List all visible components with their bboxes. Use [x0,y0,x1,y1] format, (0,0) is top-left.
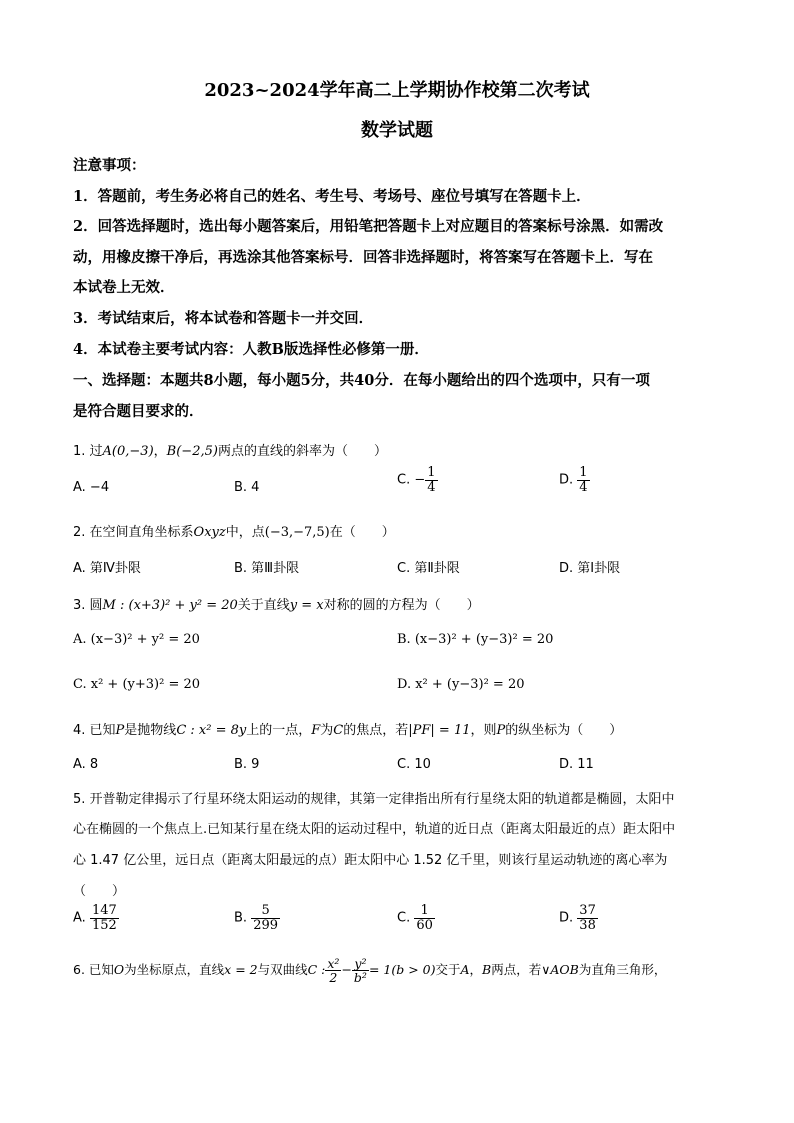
section-1-line-2: 是符合题目要求的． [73,403,204,420]
q2-option-b: B. 第Ⅲ卦限 [234,561,300,576]
q4-option-a: A. 8 [73,757,99,772]
q2-option-d: D. 第Ⅰ卦限 [559,561,621,576]
section-1-line-1: 一、选择题：本题共8小题，每小题5分，共40分．在每小题给出的四个选项中，只有一项 [73,372,650,389]
note-3: 3．考试结束后，将本试卷和答题卡一并交回． [73,310,374,327]
notes-heading: 注意事项： [73,157,146,174]
q1-option-b: B. 4 [234,480,260,495]
q2-option-a: A. 第Ⅳ卦限 [73,561,141,576]
question-2: 2. 在空间直角坐标系Oxyz中，点(−3,−7,5)在（ ） [73,525,395,540]
q3-option-c: C. x² + (y+3)² = 20 [73,677,201,692]
q3-option-b: B. (x−3)² + (y−3)² = 20 [397,632,554,647]
exam-title: 2023~2024学年高二上学期协作校第二次考试 [204,80,590,101]
q4-option-c: C. 10 [397,757,431,772]
question-5-line-1: 5. 开普勒定律揭示了行星环绕太阳运动的规律，其第一定律指出所有行星绕太阳的轨道都是椭圆，太阳中 [73,792,675,807]
question-5-line-3: 心 1.47 亿公里，远日点（距离太阳最远的点）距太阳中心 1.52 亿千里，则该行星运动轨迹的离心率为 [73,853,668,868]
q3-option-d: D. x² + (y−3)² = 20 [397,677,525,692]
q3-option-a: A. (x−3)² + y² = 20 [73,632,200,647]
exam-subtitle: 数学试题 [361,120,433,141]
q4-option-d: D. 11 [559,757,594,772]
question-5-line-4: （ ） [73,884,126,899]
question-3: 3. 圆M : (x+3)² + y² = 20关于直线y = x对称的圆的方程为（ ） [73,598,480,613]
note-2-line-1: 2．回答选择题时，选出每小题答案后，用铅笔把答题卡上对应题目的答案标号涂黑．如需改 [73,218,664,235]
q5-option-c: C. $\frac{1}{60}$ [397,903,433,933]
q5-option-b: B. $\frac{5}{299}$ [234,903,279,933]
note-1: 1．答题前，考生务必将自己的姓名、考生号、考场号、座位号填写在答题卡上． [73,188,591,205]
question-4: 4. 已知P是抛物线C : x² = 8y上的一点，F为C的焦点，若|PF| = 11，则P的纵坐标为（ ） [73,723,623,738]
q5-option-a: A. $\frac{147}{152}$ [73,903,117,933]
q1-option-d: D. $\frac{1}{4}$ [559,465,588,495]
question-5-line-2: 心在椭圆的一个焦点上.已知某行星在绕太阳的运动过程中，轨道的近日点（距离太阳最近的点）距太阳中 [73,822,676,837]
note-2-line-2: 动，用橡皮擦干净后，再选涂其他答案标号．回答非选择题时，将答案写在答题卡上．写在 [73,249,653,266]
q2-option-c: C. 第Ⅱ卦限 [397,561,460,576]
q5-option-d: D. $\frac{37}{38}$ [559,903,596,933]
q1-option-c: C. − $\frac{1}{4}$ [397,465,436,495]
q4-option-b: B. 9 [234,757,260,772]
note-4: 4．本试卷主要考试内容：人教B版选择性必修第一册． [73,341,429,358]
question-6: 6. 已知O为坐标原点，直线x = 2与双曲线C : $\frac{\text{x²}}{2}$ − $\frac{\text{y²}}{\text{b²}}$ = 1(b > 0)交于A，B两点，若∨AOB为直角三角形， [73,956,667,986]
q1-option-a: A. −4 [73,480,110,495]
note-2-line-3: 本试卷上无效． [73,279,175,296]
question-1: 1. 过A(0,−3)，B(−2,5)两点的直线的斜率为（ ） [73,444,387,459]
